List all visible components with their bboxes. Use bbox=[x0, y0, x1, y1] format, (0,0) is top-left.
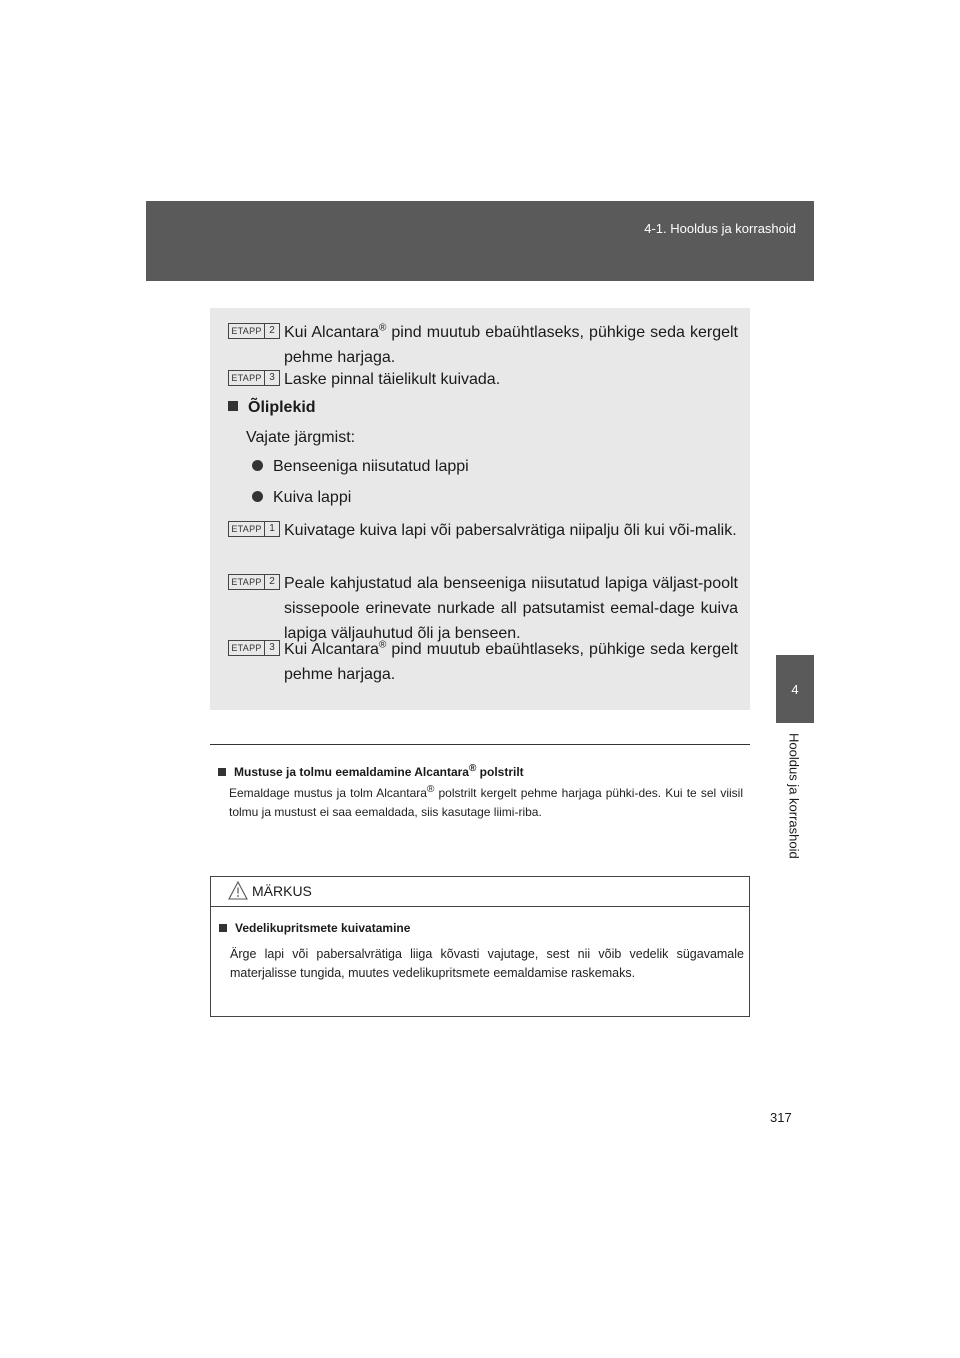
step-item bbox=[228, 320, 738, 370]
step-text: Laske pinnal täielikult kuivada. bbox=[284, 371, 501, 388]
warning-header bbox=[211, 877, 749, 907]
chapter-number: 4 bbox=[791, 681, 799, 697]
section-header-bar bbox=[146, 201, 814, 281]
warning-box bbox=[210, 876, 750, 1017]
square-bullet-icon bbox=[218, 768, 226, 776]
step-text: Peale kahjustatud ala benseeniga niisutatud lapiga väljast-poolt sissepoole erinevate nurkade all patsutamist eemal-dage kuiva lapiga väljauhutud õli ja benseen. bbox=[284, 575, 738, 642]
step-badge: ETAPP 1 bbox=[228, 521, 280, 537]
step-badge: ETAPP 3 bbox=[228, 370, 280, 386]
procedure-box bbox=[210, 308, 750, 710]
square-bullet-icon bbox=[228, 401, 238, 411]
step-item bbox=[228, 571, 738, 646]
needs-label: Vajate järgmist: bbox=[246, 429, 356, 446]
step-badge: ETAPP 3 bbox=[228, 640, 280, 656]
warning-text: Ärge lapi või pabersalvrätiga liiga kõvasti vajutage, sest nii võib vedelik sügavamale materjalisse tungida, muutes vedelikupritsmete eemaldamise raskemaks. bbox=[230, 947, 744, 980]
section-heading: Õliplekid bbox=[228, 399, 316, 417]
step-badge: ETAPP 2 bbox=[228, 574, 280, 590]
step-item bbox=[228, 518, 738, 543]
step-item bbox=[228, 367, 738, 392]
page-number: 317 bbox=[770, 1110, 792, 1125]
step-item bbox=[228, 637, 738, 687]
note-heading: Mustuse ja tolmu eemaldamine Alcantara® polstrilt bbox=[218, 765, 524, 779]
note-body: Eemaldage mustus ja tolm Alcantara® polstrilt kergelt pehme harjaga pühki-des. Kui te sel viisil tolmu ja mustust ei saa eemaldada, siis kasutage liimi-riba. bbox=[229, 784, 744, 819]
step-text: Kui Alcantara® pind muutub ebaühtlaseks, pühkige seda kergelt pehme harjaga. bbox=[284, 322, 738, 366]
bullet-dot-icon bbox=[252, 460, 263, 471]
chapter-tab bbox=[776, 655, 814, 723]
chapter-label: Hooldus ja korrashoid bbox=[786, 733, 802, 859]
warning-subheading: Vedelikupritsmete kuivatamine bbox=[219, 921, 410, 935]
section-title: 4-1. Hooldus ja korrashoid bbox=[644, 221, 796, 236]
step-badge: ETAPP 2 bbox=[228, 323, 280, 339]
list-item: Benseeniga niisutatud lappi bbox=[252, 458, 469, 476]
square-bullet-icon bbox=[219, 924, 227, 932]
bullet-dot-icon bbox=[252, 491, 263, 502]
warning-triangle-icon bbox=[228, 881, 248, 900]
list-item: Kuiva lappi bbox=[252, 489, 351, 507]
step-text: Kui Alcantara® pind muutub ebaühtlaseks, pühkige seda kergelt pehme harjaga. bbox=[284, 639, 738, 683]
step-text: Kuivatage kuiva lapi või pabersalvrätiga niipalju õli kui või-malik. bbox=[284, 522, 737, 539]
divider bbox=[210, 744, 750, 745]
warning-title: MÄRKUS bbox=[252, 883, 312, 899]
